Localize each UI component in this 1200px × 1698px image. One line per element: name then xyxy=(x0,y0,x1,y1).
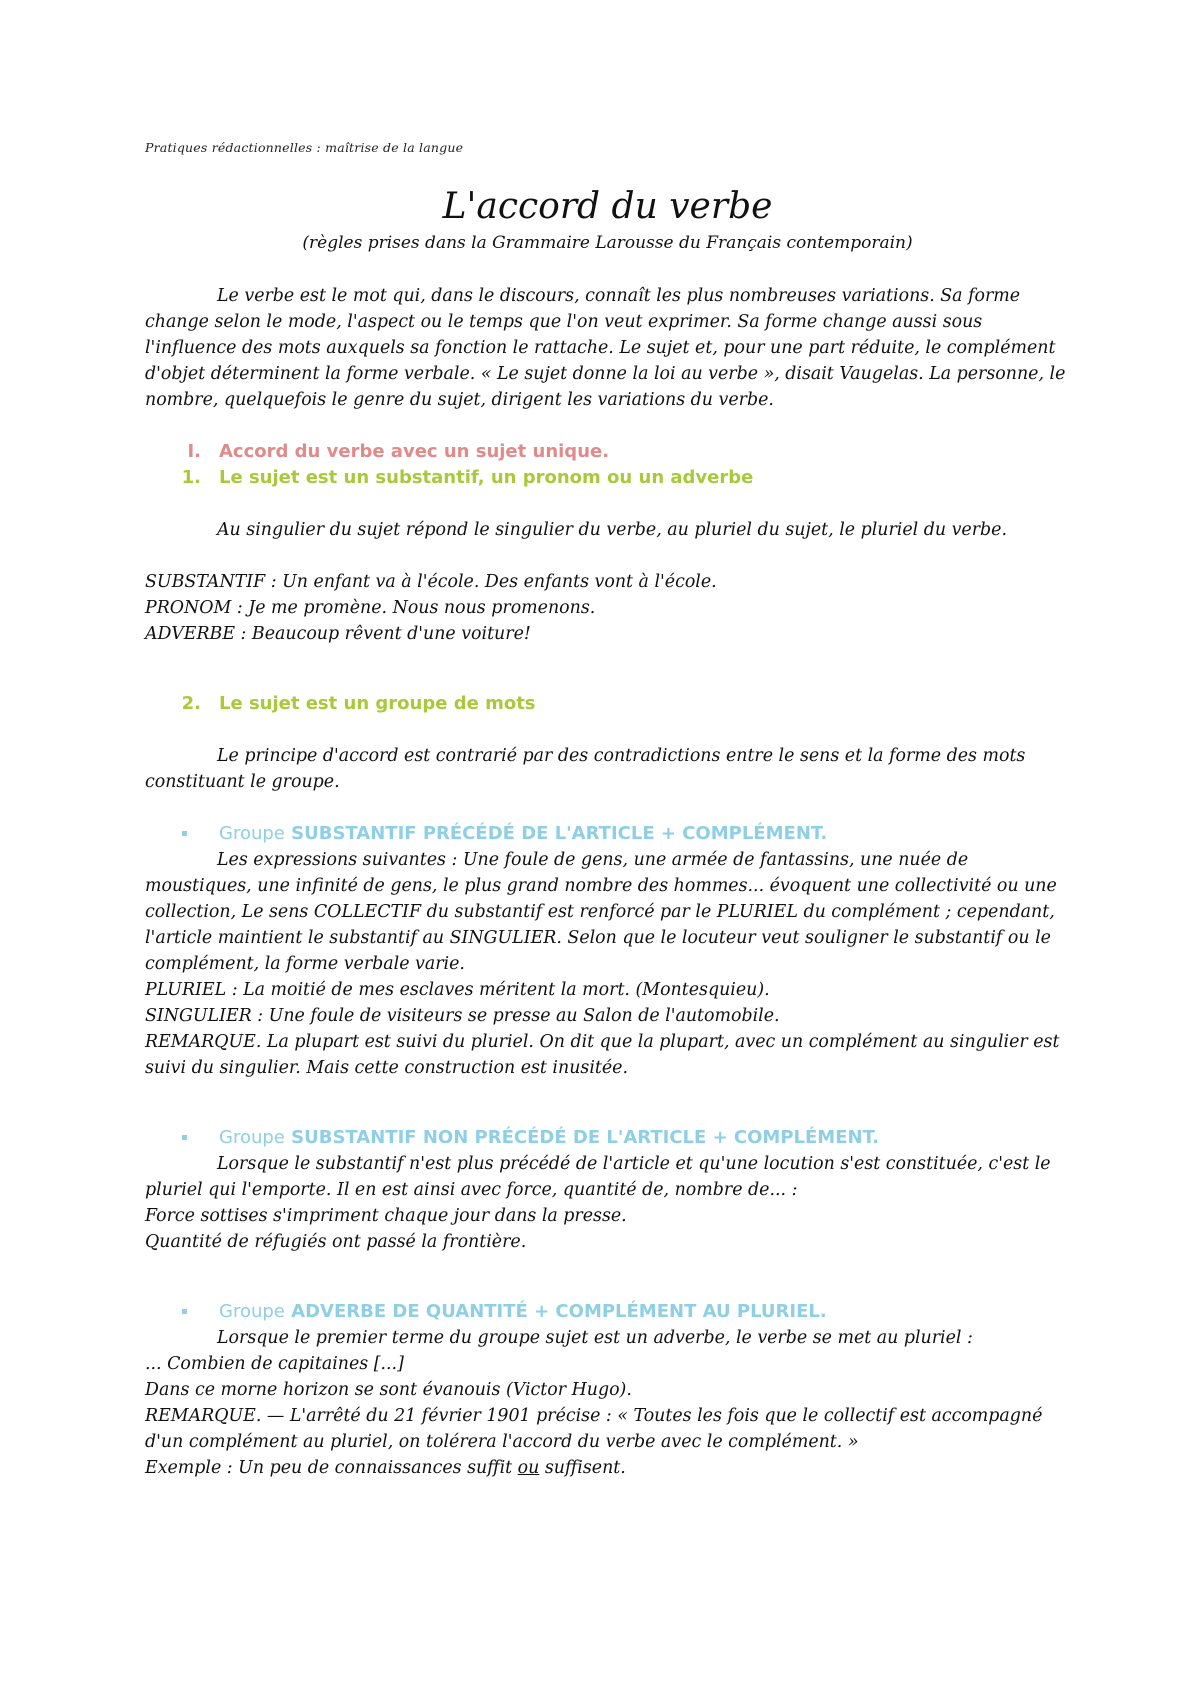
group-heading xyxy=(145,1125,1070,1151)
group-heading-text: SUBSTANTIF NON PRÉCÉDÉ DE L'ARTICLE + COMPLÉMENT. xyxy=(291,1127,879,1148)
group-label: Groupe xyxy=(219,1301,285,1322)
subsection-heading xyxy=(145,465,1070,491)
group-body: Lorsque le premier terme du groupe sujet est un adverbe, le verbe se met au pluriel : xyxy=(217,1328,973,1348)
group-heading xyxy=(145,1299,1070,1325)
group-heading-text: SUBSTANTIF PRÉCÉDÉ DE L'ARTICLE + COMPLÉMENT. xyxy=(291,823,828,844)
section-marker: I. xyxy=(187,441,201,462)
document-title: L'accord du verbe xyxy=(442,186,773,227)
section-heading xyxy=(145,439,1070,465)
example-line xyxy=(145,1455,1070,1481)
group-label: Groupe xyxy=(219,1127,285,1148)
document-subtitle: (règles prises dans la Grammaire Larousse du Français contemporain) xyxy=(302,233,913,253)
subsection-heading-text: Le sujet est un substantif, un pronom ou un adverbe xyxy=(219,467,754,488)
example-prefix: Exemple : Un peu de connaissances suffit xyxy=(145,1458,518,1478)
bullet-icon: ▪ xyxy=(181,1132,188,1143)
intro-paragraph: Le verbe est le mot qui, dans le discours, connaît les plus nombreuses variations. Sa forme change selon le mode, l'aspect ou le temps que l'on veut exprimer. Sa forme change aussi sous l'influence des mots auxquels sa fonction le rattache. Le sujet et, pour une part réduite, le complément d'objet déterminent la forme verbale. « Le sujet donne la loi au verbe », disait Vaugelas. La personne, le nombre, quelquefois le genre du sujet, dirigent les variations du verbe. xyxy=(145,286,1066,410)
document-content xyxy=(145,140,1070,1481)
group-line: Dans ce morne horizon se sont évanouis (Victor Hugo). xyxy=(145,1380,632,1400)
subsection-marker: 1. xyxy=(181,467,201,488)
rule-paragraph: Le principe d'accord est contrarié par des contradictions entre le sens et la forme des mots constituant le groupe. xyxy=(145,746,1026,792)
example-line: ADVERBE : Beaucoup rêvent d'une voiture! xyxy=(145,624,531,644)
subsection-marker: 2. xyxy=(181,693,201,714)
page-header: Pratiques rédactionnelles : maîtrise de la langue xyxy=(145,140,464,155)
group-line: Force sottises s'impriment chaque jour dans la presse. xyxy=(145,1206,627,1226)
group-line: PLURIEL : La moitié de mes esclaves méritent la mort. (Montesquieu). xyxy=(145,980,770,1000)
group-label: Groupe xyxy=(219,823,285,844)
subsection-heading xyxy=(145,691,1070,717)
group-heading-text: ADVERBE DE QUANTITÉ + COMPLÉMENT AU PLURIEL. xyxy=(291,1301,827,1322)
bullet-icon: ▪ xyxy=(181,1306,188,1317)
group-line: ... Combien de capitaines [...] xyxy=(145,1354,404,1374)
bullet-icon: ▪ xyxy=(181,828,188,839)
group-body: Lorsque le substantif n'est plus précédé de l'article et qu'une locution s'est constituée, c'est le pluriel qui l'emporte. Il en est ainsi avec force, quantité de, nombre de... : xyxy=(145,1154,1051,1200)
rule-paragraph: Au singulier du sujet répond le singulier du verbe, au pluriel du sujet, le pluriel du verbe. xyxy=(217,520,1007,540)
group-body: Les expressions suivantes : Une foule de gens, une armée de fantassins, une nuée de moustiques, une infinité de gens, le plus grand nombre des hommes... évoquent une collectivité ou une collection, Le sens COLLECTIF du substantif est renforcé par le PLURIEL du complément ; cependant, l'article maintient le substantif au SINGULIER. Selon que le locuteur veut souligner le substantif ou le complément, la forme verbale varie. xyxy=(145,850,1057,974)
group-line: SINGULIER : Une foule de visiteurs se presse au Salon de l'automobile. xyxy=(145,1006,780,1026)
section-heading-text: Accord du verbe avec un sujet unique. xyxy=(219,441,610,462)
subsection-heading-text: Le sujet est un groupe de mots xyxy=(219,693,536,714)
group-line: REMARQUE. La plupart est suivi du pluriel. On dit que la plupart, avec un complément au singulier est suivi du singulier. Mais cette construction est inusitée. xyxy=(145,1032,1060,1078)
group-line: Quantité de réfugiés ont passé la frontière. xyxy=(145,1232,527,1252)
group-heading xyxy=(145,821,1070,847)
group-line: REMARQUE. — L'arrêté du 21 février 1901 précise : « Toutes les fois que le collectif est accompagné d'un complément au pluriel, on tolérera l'accord du verbe avec le complément. » xyxy=(145,1406,1043,1452)
example-or: ou xyxy=(517,1458,540,1478)
example-line: PRONOM : Je me promène. Nous nous promenons. xyxy=(145,598,596,618)
example-suffix: suffisent. xyxy=(539,1458,626,1478)
example-line: SUBSTANTIF : Un enfant va à l'école. Des enfants vont à l'école. xyxy=(145,572,717,592)
